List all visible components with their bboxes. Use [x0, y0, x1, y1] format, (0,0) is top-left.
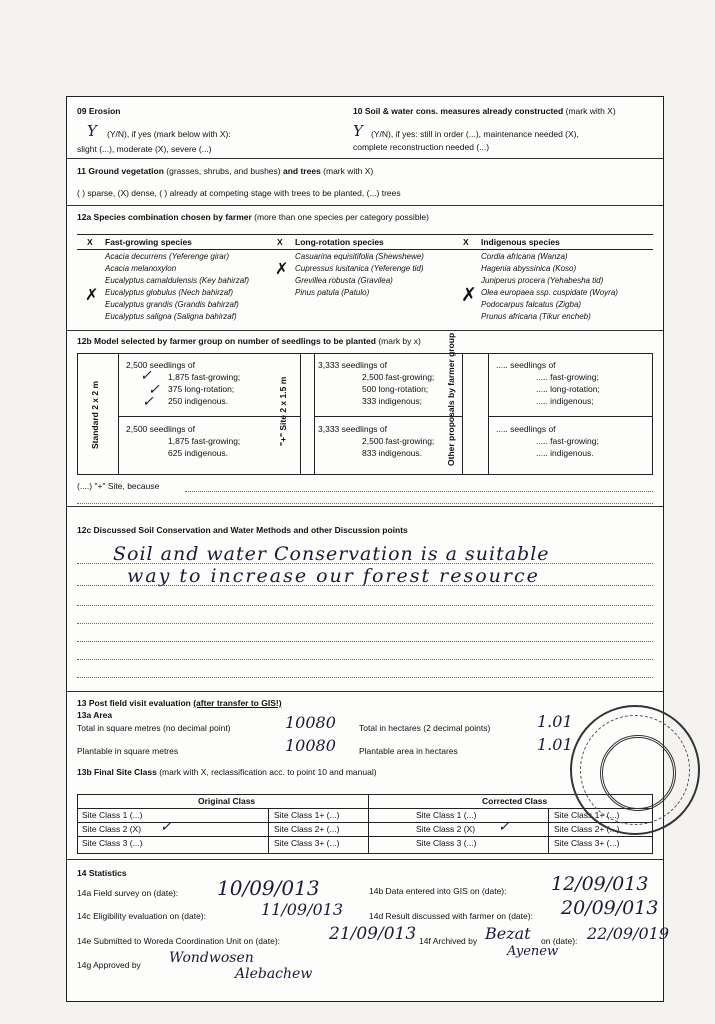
ground-veg-options: ( ) sparse, (X) dense, ( ) already at competing stage with trees to be planted, (...) trees — [77, 188, 401, 198]
plus-a-2: 500 long-rotation; — [362, 384, 429, 394]
corr-2plus: Site Class 2+ (...) — [554, 824, 620, 834]
disc-line-6 — [77, 659, 653, 660]
stats-14f-name: Bezat — [485, 924, 531, 943]
soil-water-answer: Y — [353, 122, 363, 140]
site-because-line-2 — [77, 503, 653, 504]
area-heading: 13a Area — [77, 710, 113, 720]
soil-water-line2: complete reconstruction needed (...) — [353, 142, 490, 152]
erosion-question: (Y/N), if yes (mark below with X): — [107, 129, 231, 139]
form-page — [66, 96, 670, 1002]
species-section — [67, 206, 663, 331]
standard-label: Standard 2 x 2 m — [90, 380, 100, 449]
species-header-rule — [77, 249, 653, 250]
stats-14d-value: 20/09/013 — [561, 897, 659, 919]
disc-line-5 — [77, 641, 653, 642]
col1-item-0: Acacia decurrens (Yeferenge girar) — [105, 252, 230, 261]
discussion-line-2: way to increase our forest resource — [127, 565, 540, 587]
corr-2: Site Class 2 (X) — [416, 824, 476, 834]
std-a-3: 250 indigenous. — [168, 396, 229, 406]
erosion-heading: 09 Erosion — [77, 106, 121, 116]
stamp-inner — [600, 735, 676, 811]
site-col-2 — [368, 795, 369, 853]
site-heading: 13b Final Site Class (mark with X, reclassification acc. to point 10 and manual) — [77, 767, 377, 777]
disc-line-4 — [77, 623, 653, 624]
total-ha-label: Total in hectares (2 decimal points) — [359, 723, 491, 733]
stats-14a-value: 10/09/013 — [217, 876, 320, 900]
std-a-check: ✓ — [140, 368, 152, 384]
orig-3: Site Class 3 (...) — [82, 838, 143, 848]
plus-b-1: 2,500 fast-growing; — [362, 436, 435, 446]
col3-item-5: Prunus africana (Tikur encheb) — [481, 312, 591, 321]
orig-2: Site Class 2 (X) — [82, 824, 142, 834]
col3-item-1: Hagenia abyssinica (Koso) — [481, 264, 577, 273]
std-a-check-2: ✓ — [148, 382, 160, 398]
official-stamp — [570, 705, 700, 835]
stats-14c-value: 11/09/013 — [261, 900, 344, 919]
col1-item-2: Eucalyptus camaldulensis (Key bahirzaf) — [105, 276, 250, 285]
model-section — [67, 331, 663, 507]
other-b-1: ..... fast-growing; — [536, 436, 599, 446]
plus-b-0: 3,333 seedlings of — [318, 424, 387, 434]
other-b-2: ..... indigenous. — [536, 448, 594, 458]
orig-3plus: Site Class 3+ (...) — [274, 838, 340, 848]
stats-14c-label: 14c Eligibility evaluation on (date): — [77, 911, 206, 921]
stats-14g-signature: Alebachew — [235, 966, 313, 982]
grid-v5 — [488, 354, 489, 474]
corr-3plus: Site Class 3+ (...) — [554, 838, 620, 848]
orig-1plus: Site Class 1+ (...) — [274, 810, 340, 820]
site-col-3 — [548, 808, 549, 853]
other-b-0: ..... seedlings of — [496, 424, 556, 434]
orig-2-check: ✓ — [160, 819, 172, 835]
plus-site-label-vertical: "+" Site 2 x 1.5 m — [278, 376, 288, 446]
orig-1: Site Class 1 (...) — [82, 810, 143, 820]
stats-14f-signature: Ayenew — [507, 944, 559, 959]
col1-item-3: Eucalyptus globulus (Nech bahirzaf) — [105, 288, 234, 297]
col3-x: X — [463, 237, 469, 247]
ground-vegetation-section — [67, 159, 663, 206]
orig-2plus: Site Class 2+ (...) — [274, 824, 340, 834]
corr-1plus: Site Class 1+ (...) — [554, 810, 620, 820]
mark-eucalyptus-globulus: ✗ — [85, 285, 99, 304]
stats-14e-label: 14e Submitted to Woreda Coordination Unit on (date): — [77, 936, 281, 946]
disc-line-1 — [77, 563, 653, 564]
grid-h3 — [488, 416, 652, 417]
disc-line-3 — [77, 605, 653, 606]
std-b-2: 625 indigenous. — [168, 448, 229, 458]
total-sqm-label: Total in square metres (no decimal point) — [77, 723, 231, 733]
other-a-3: ..... indigenous; — [536, 396, 594, 406]
plus-a-1: 2,500 fast-growing; — [362, 372, 435, 382]
stats-14b-value: 12/09/013 — [551, 873, 649, 895]
site-because: (....) "+" Site, because — [77, 481, 160, 491]
erosion-options: slight (...), moderate (X), severe (...) — [77, 144, 212, 154]
std-b-0: 2,500 seedlings of — [126, 424, 195, 434]
total-ha-value: 1.01 — [537, 712, 573, 731]
stats-14f-value: 22/09/019 — [587, 924, 670, 943]
disc-line-2 — [77, 585, 653, 586]
site-because-line — [185, 491, 653, 492]
col2-item-3: Pinus patula (Patulo) — [295, 288, 370, 297]
std-a-1: 1,875 fast-growing; — [168, 372, 241, 382]
ground-veg-heading: 11 Ground vegetation (grasses, shrubs, and bushes) and trees (mark with X) — [77, 166, 374, 176]
grid-h1 — [118, 416, 300, 417]
std-a-0: 2,500 seedlings of — [126, 360, 195, 370]
site-class-table — [77, 794, 653, 854]
corr-1: Site Class 1 (...) — [416, 810, 477, 820]
stats-14e-value: 21/09/013 — [329, 924, 417, 944]
site-row-rule-0 — [78, 808, 652, 809]
site-row-rule-2 — [78, 836, 652, 837]
plant-ha-value: 1.01 — [537, 735, 573, 754]
statistics-section — [67, 860, 670, 1001]
grid-v3 — [314, 354, 315, 474]
discussion-section — [67, 507, 663, 692]
site-col-1 — [268, 808, 269, 853]
corrected-class-label: Corrected Class — [482, 796, 548, 806]
species-heading: 12a Species combination chosen by farmer (more than one species per category possible) — [77, 212, 429, 222]
soil-water-heading: 10 Soil & water cons. measures already constructed (mark with X) — [353, 106, 616, 116]
stats-14f-label: 14f Archived by — [419, 936, 478, 946]
erosion-answer: Y — [87, 122, 97, 140]
col2-title: Long-rotation species — [295, 237, 384, 247]
col1-x: X — [87, 237, 93, 247]
stats-14b-label: 14b Data entered into GIS on (date): — [369, 886, 507, 896]
col3-title: Indigenous species — [481, 237, 560, 247]
plus-a-3: 333 indigenous; — [362, 396, 423, 406]
std-a-2: 375 long-rotation; — [168, 384, 235, 394]
original-class-label: Original Class — [198, 796, 256, 806]
col3-item-3: Olea europaea ssp. cuspidate (Woyra) — [481, 288, 618, 297]
mark-cupressus: ✗ — [275, 259, 289, 278]
corr-3: Site Class 3 (...) — [416, 838, 477, 848]
col1-item-4: Eucalyptus grandis (Grandis bahirzaf) — [105, 300, 239, 309]
col1-title: Fast-growing species — [105, 237, 192, 247]
total-sqm-value: 10080 — [285, 713, 336, 732]
col3-item-4: Podocarpus falcatus (Zigba) — [481, 300, 582, 309]
col2-item-0: Casuarina equisitifolia (Shewshewe) — [295, 252, 424, 261]
stats-14g-name: Wondwosen — [169, 950, 254, 966]
grid-v1 — [118, 354, 119, 474]
erosion-section — [67, 97, 663, 159]
col1-item-5: Eucalyptus saligna (Saligna bahirzaf) — [105, 312, 237, 321]
soil-water-question: (Y/N), if yes: still in order (...), maintenance needed (X), — [371, 129, 579, 139]
disc-line-7 — [77, 677, 653, 678]
stats-14d-label: 14d Result discussed with farmer on (date): — [369, 911, 533, 921]
col3-item-0: Cordia africana (Wanza) — [481, 252, 568, 261]
plant-sqm-label: Plantable in square metres — [77, 746, 179, 756]
other-a-1: ..... fast-growing; — [536, 372, 599, 382]
other-proposal-label: Other proposals by farmer group — [446, 332, 456, 466]
mark-olea: ✗ — [461, 284, 477, 306]
plus-b-2: 833 indigenous. — [362, 448, 423, 458]
std-a-check-3: ✓ — [142, 394, 154, 410]
col3-item-2: Juniperus procera (Yehabesha tid) — [481, 276, 604, 285]
corr-2-check: ✓ — [498, 819, 510, 835]
species-table — [77, 234, 653, 329]
plant-ha-label: Plantable area in hectares — [359, 746, 458, 756]
discussion-line-1: Soil and water Conservation is a suitable — [113, 543, 550, 565]
grid-h2 — [314, 416, 462, 417]
grid-v4 — [462, 354, 463, 474]
stats-14f-on: on (date): — [541, 936, 578, 946]
model-heading: 12b Model selected by farmer group on number of seedlings to be planted (mark by x) — [77, 336, 421, 346]
plus-a-0: 3,333 seedlings of — [318, 360, 387, 370]
other-a-0: ..... seedlings of — [496, 360, 556, 370]
col2-x: X — [277, 237, 283, 247]
stats-14g-label: 14g Approved by — [77, 960, 141, 970]
col2-item-2: Grevillea robusta (Gravilea) — [295, 276, 393, 285]
col2-item-1: Cupressus lusitanica (Yeferenge tid) — [295, 264, 424, 273]
stats-14a-label: 14a Field survey on (date): — [77, 888, 179, 898]
col1-item-1: Acacia melanoxylon — [105, 264, 177, 273]
grid-v2 — [300, 354, 301, 474]
std-b-1: 1,875 fast-growing; — [168, 436, 241, 446]
discussion-heading: 12c Discussed Soil Conservation and Water Methods and other Discussion points — [77, 525, 408, 535]
stats-heading: 14 Statistics — [77, 868, 127, 878]
post-field-heading: 13 Post field visit evaluation (after transfer to GIS!) — [77, 698, 282, 708]
other-a-2: ..... long-rotation; — [536, 384, 600, 394]
plant-sqm-value: 10080 — [285, 736, 336, 755]
